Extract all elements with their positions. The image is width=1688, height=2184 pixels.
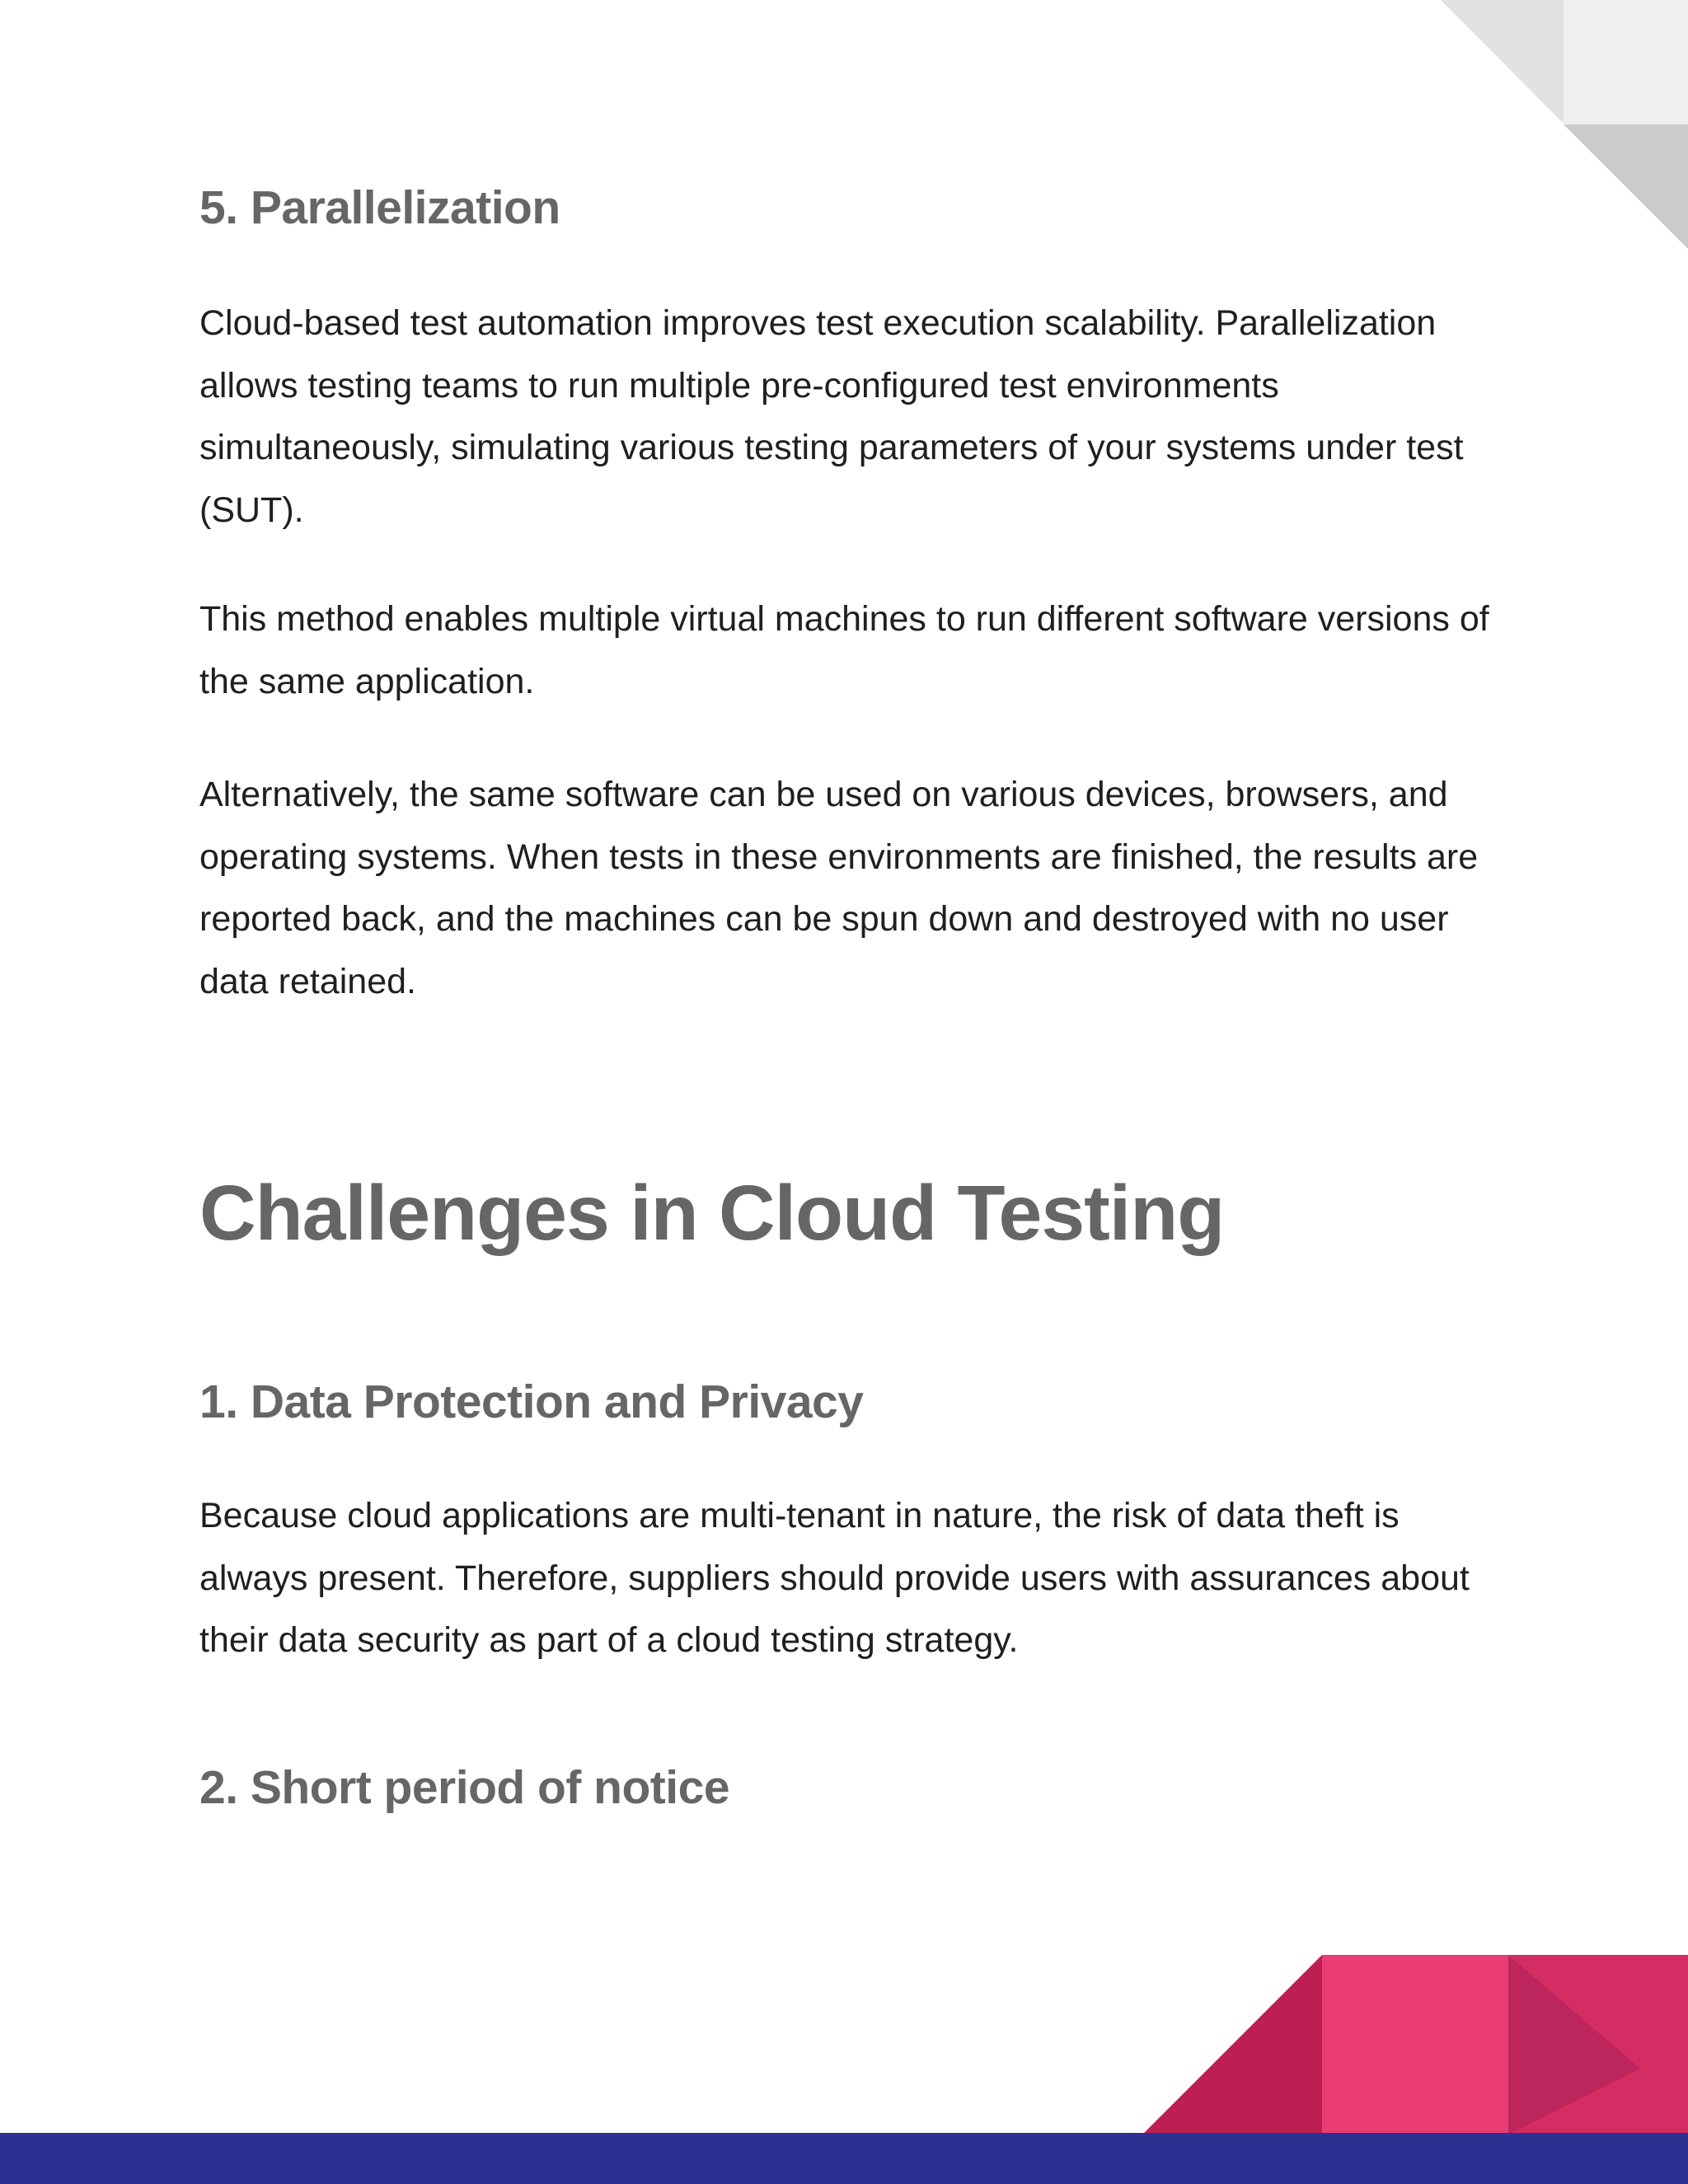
paragraph-parallelization-3: Alternatively, the same software can be used on various devices, browsers, and operating systems. When tests in these environments are finished, the results are reported back, and the machines can be spun down and destroyed with no user data retained.	[199, 775, 1479, 1001]
section-heading-parallelization: 5. Parallelization	[199, 181, 560, 234]
paragraph-parallelization-2: This method enables multiple virtual machines to run different software versions of the same application.	[199, 599, 1489, 701]
section-heading-data-protection: 1. Data Protection and Privacy	[199, 1376, 864, 1428]
section-heading-short-notice: 2. Short period of notice	[199, 1761, 730, 1814]
paragraph-data-protection: Because cloud applications are multi-tenant in nature, the risk of data theft is always present. Therefore, suppliers should provide users with assurances about their data security as part of a cloud testing strategy.	[199, 1496, 1470, 1660]
accent-triangle-crimson	[1142, 1955, 1322, 2135]
footer-bar	[0, 2133, 1688, 2184]
accent-block-pink	[1322, 1955, 1508, 2135]
paragraph-parallelization-1: Cloud-based test automation improves test execution scalability. Parallelization allows testing teams to run multiple pre-configured test environments simultaneously, simulating various testing parameters of your systems under test (SUT).	[199, 303, 1464, 530]
section-title-challenges: Challenges in Cloud Testing	[199, 1169, 1225, 1257]
corner-fold-square	[1564, 0, 1688, 124]
corner-fold-shadow	[1564, 124, 1688, 249]
